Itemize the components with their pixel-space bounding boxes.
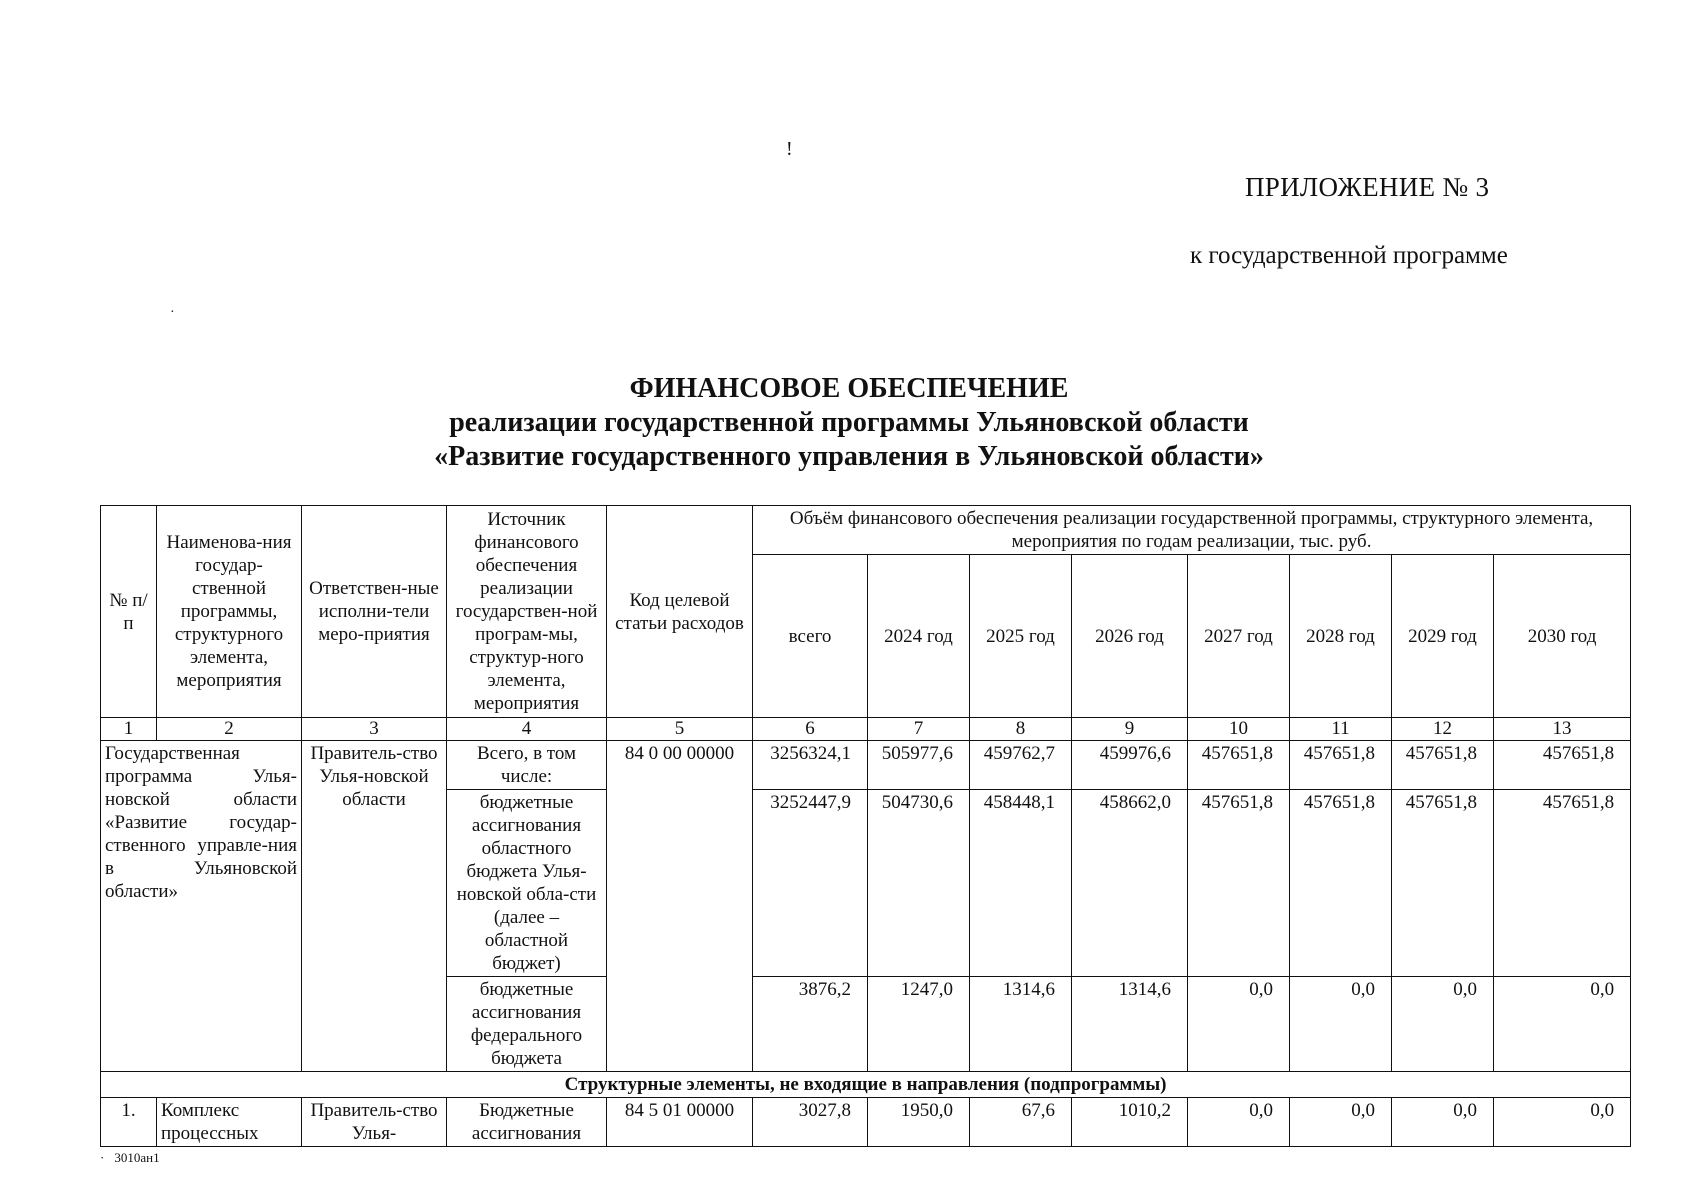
column-number-row: [101, 718, 1631, 741]
header-responsible: Ответствен-ные исполни-тели меро-приятия: [302, 506, 447, 718]
header-year: всего: [753, 555, 868, 718]
document-subtitle-1: реализации государственной программы Ульяновской области: [449, 407, 1249, 438]
value-cell: 457651,8: [1494, 790, 1631, 977]
program-source: бюджетные ассигнования федерального бюджета: [447, 977, 607, 1072]
column-number: 12: [1392, 718, 1494, 741]
column-number: 8: [970, 718, 1072, 741]
column-number: 10: [1188, 718, 1290, 741]
document-subtitle-2: «Развитие государственного управления в Ульяновской области»: [434, 441, 1264, 472]
value-cell: 459762,7: [970, 741, 1072, 790]
header-year: 2028 год: [1290, 555, 1392, 718]
value-cell: 1010,2: [1072, 1098, 1188, 1147]
item-number: 1.: [101, 1098, 157, 1147]
section-title: Структурные элементы, не входящие в направления (подпрограммы): [101, 1072, 1631, 1098]
program-source: Всего, в том числе:: [447, 741, 607, 790]
value-cell: 457651,8: [1290, 790, 1392, 977]
footer-text: 3010ан1: [114, 1150, 160, 1165]
value-cell: 504730,6: [868, 790, 970, 977]
header-code: Код целевой статьи расходов: [607, 506, 753, 718]
appendix-number: ПРИЛОЖЕНИЕ № 3: [1245, 172, 1490, 202]
column-number: 4: [447, 718, 607, 741]
value-cell: 0,0: [1392, 977, 1494, 1072]
value-cell: 1950,0: [868, 1098, 970, 1147]
value-cell: 459976,6: [1072, 741, 1188, 790]
value-cell: 0,0: [1290, 1098, 1392, 1147]
value-cell: 1314,6: [970, 977, 1072, 1072]
value-cell: 3876,2: [753, 977, 868, 1072]
document-title-block: [0, 372, 1698, 474]
column-number: 2: [157, 718, 302, 741]
header-year: 2025 год: [970, 555, 1072, 718]
value-cell: 457651,8: [1290, 741, 1392, 790]
value-cell: 3252447,9: [753, 790, 868, 977]
program-responsible: Правитель-ство Улья-новской области: [302, 741, 447, 1072]
footer-code: [100, 1150, 160, 1166]
header-year: 2024 год: [868, 555, 970, 718]
value-cell: 0,0: [1494, 977, 1631, 1072]
section-row: [101, 1072, 1631, 1098]
item-name: Комплекс процессных: [157, 1098, 302, 1147]
header-year: 2030 год: [1494, 555, 1631, 718]
appendix-subtitle: к государственной программе: [1190, 242, 1508, 269]
value-cell: 3027,8: [753, 1098, 868, 1147]
table-row: [101, 1098, 1631, 1147]
column-number: 9: [1072, 718, 1188, 741]
page-mark: !: [786, 138, 793, 160]
value-cell: 3256324,1: [753, 741, 868, 790]
value-cell: 1314,6: [1072, 977, 1188, 1072]
value-cell: 457651,8: [1494, 741, 1631, 790]
item-responsible: Правитель-ство Улья-: [302, 1098, 447, 1147]
value-cell: 0,0: [1188, 1098, 1290, 1147]
stray-dot: ·: [170, 305, 175, 320]
item-source: Бюджетные ассигнования: [447, 1098, 607, 1147]
column-number: 1: [101, 718, 157, 741]
header-volume: Объём финансового обеспечения реализации государственной программы, структурного элемента, мероприятия по годам реализации, тыс. руб.: [753, 506, 1631, 555]
value-cell: 0,0: [1494, 1098, 1631, 1147]
value-cell: 458662,0: [1072, 790, 1188, 977]
program-name: Государственная программа Улья-новской области «Развитие государ-ственного управле-ния в Ульяновской области»: [101, 741, 302, 1072]
column-number: 7: [868, 718, 970, 741]
table-row: [101, 741, 1631, 790]
program-code: 84 0 00 00000: [607, 741, 753, 1072]
value-cell: 0,0: [1188, 977, 1290, 1072]
value-cell: 1247,0: [868, 977, 970, 1072]
header-name: Наименова-ния государ-ственной программы, структурного элемента, мероприятия: [157, 506, 302, 718]
value-cell: 0,0: [1392, 1098, 1494, 1147]
column-number: 11: [1290, 718, 1392, 741]
header-year: 2029 год: [1392, 555, 1494, 718]
financing-table: [100, 505, 1631, 1147]
value-cell: 0,0: [1290, 977, 1392, 1072]
column-number: 6: [753, 718, 868, 741]
header-source: Источник финансового обеспечения реализации государствен-ной програм-мы, структур-ного элемента, мероприятия: [447, 506, 607, 718]
header-year: 2026 год: [1072, 555, 1188, 718]
column-number: 3: [302, 718, 447, 741]
value-cell: 457651,8: [1392, 741, 1494, 790]
header-year: 2027 год: [1188, 555, 1290, 718]
document-title: ФИНАНСОВОЕ ОБЕСПЕЧЕНИЕ: [629, 373, 1069, 404]
value-cell: 505977,6: [868, 741, 970, 790]
header-num: № п/п: [101, 506, 157, 718]
column-number: 5: [607, 718, 753, 741]
value-cell: 457651,8: [1392, 790, 1494, 977]
value-cell: 457651,8: [1188, 790, 1290, 977]
footer-dot: ·: [100, 1150, 105, 1165]
value-cell: 458448,1: [970, 790, 1072, 977]
item-code: 84 5 01 00000: [607, 1098, 753, 1147]
value-cell: 67,6: [970, 1098, 1072, 1147]
column-number: 13: [1494, 718, 1631, 741]
value-cell: 457651,8: [1188, 741, 1290, 790]
program-source: бюджетные ассигнования областного бюджета Улья-новской обла-сти (далее – областной бюджет): [447, 790, 607, 977]
header-row: [101, 506, 1631, 555]
